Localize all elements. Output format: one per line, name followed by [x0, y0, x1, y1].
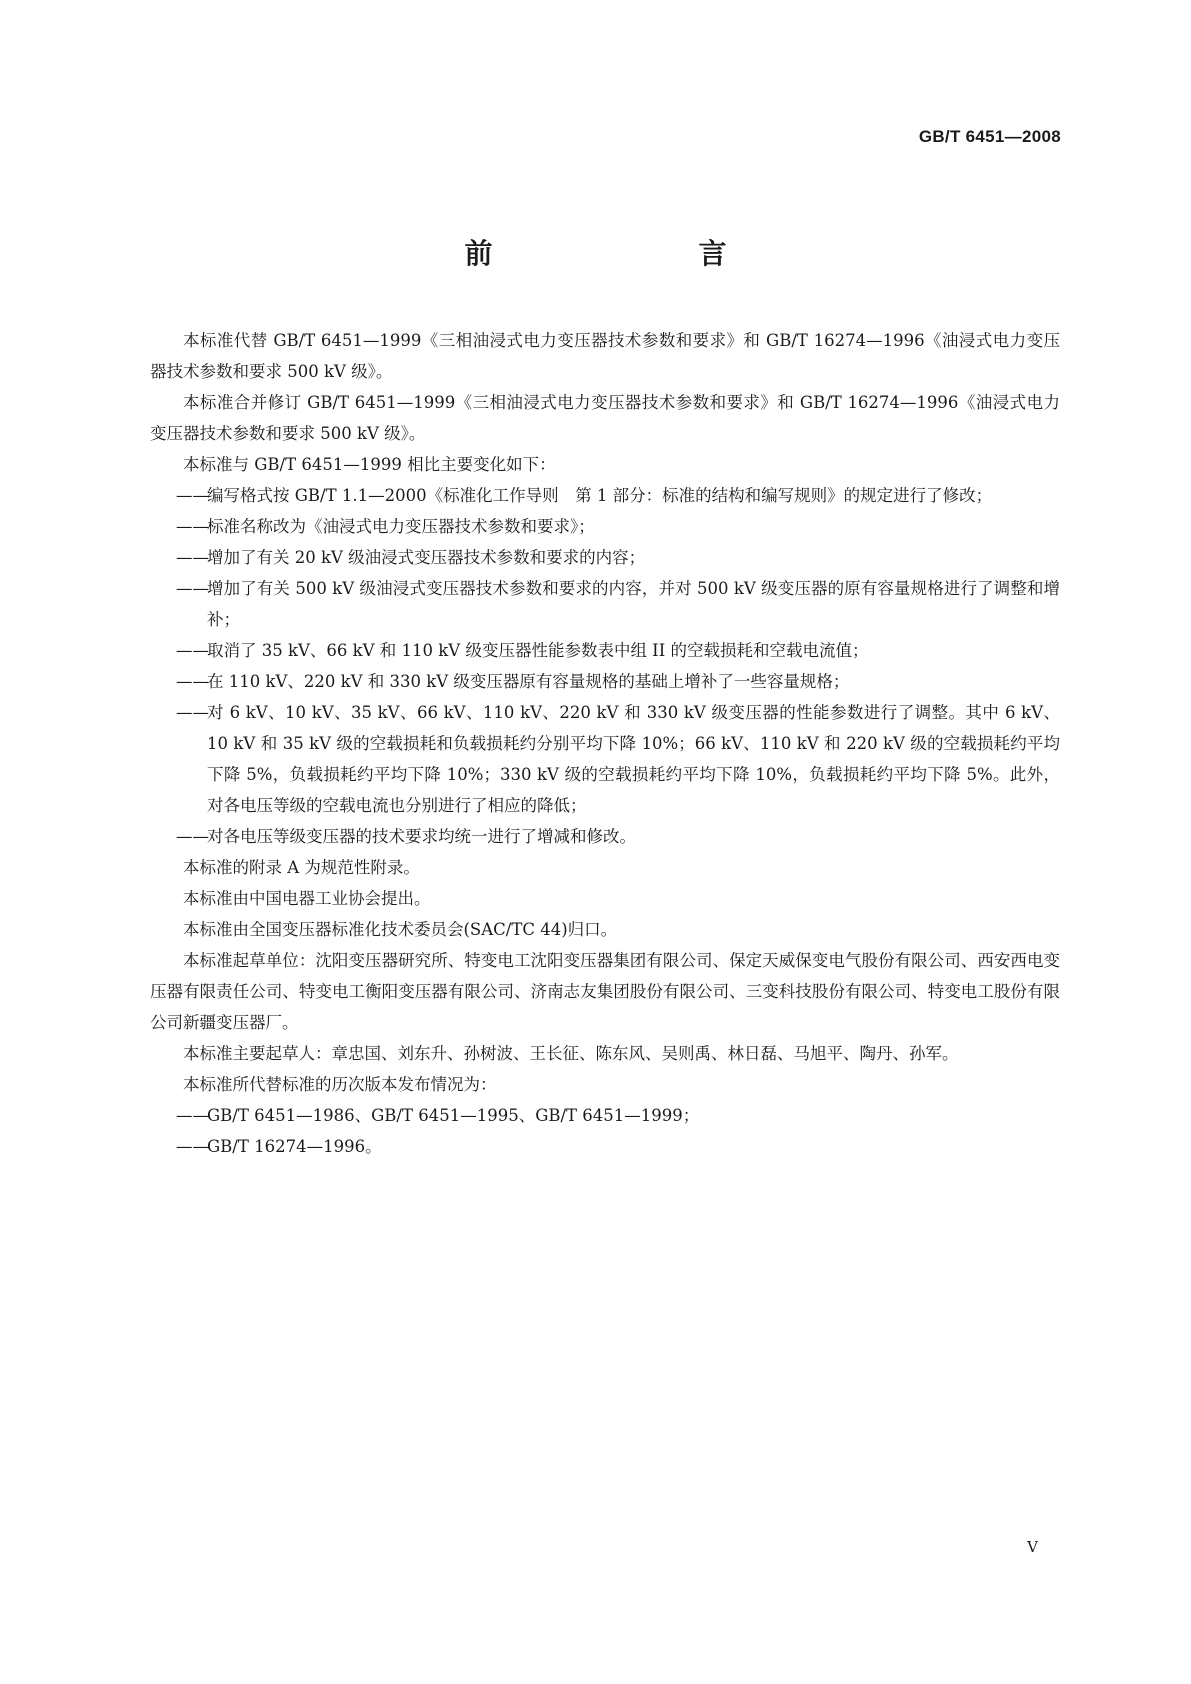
paragraph: 本标准主要起草人：章忠国、刘东升、孙树波、王长征、陈东风、吴则禹、林日磊、马旭平、陶丹、孙军。 [183, 1044, 959, 1063]
list-item [150, 542, 1060, 573]
list-item-text: 标准名称改为《油浸式电力变压器技术参数和要求》； [207, 517, 595, 536]
list-item [150, 511, 1060, 542]
page-title: 前 言 [464, 237, 777, 270]
list-item-text: 编写格式按 GB/T 1.1—2000《标准化工作导则 第 1 部分：标准的结构和编写规则》的规定进行了修改； [207, 486, 993, 505]
paragraph: 本标准代替 GB/T 6451—1999《三相油浸式电力变压器技术参数和要求》和 GB/T 16274—1996《油浸式电力变压器技术参数和要求 500 kV 级》。 [150, 331, 1060, 381]
dash-marker: —— [176, 1137, 209, 1156]
page-number: V [1027, 1538, 1038, 1556]
paragraph: 本标准起草单位：沈阳变压器研究所、特变电工沈阳变压器集团有限公司、保定天威保变电气股份有限公司、西安西电变压器有限责任公司、特变电工衡阳变压器有限公司、济南志友集团股份有限公司、三变科技股份有限公司、特变电工股份有限公司新疆变压器厂。 [150, 951, 1060, 1032]
dash-marker: —— [176, 486, 209, 505]
dash-marker: —— [176, 703, 209, 722]
list-item-text: 取消了 35 kV、66 kV 和 110 kV 级变压器性能参数表中组 II 的空载损耗和空载电流值； [207, 641, 869, 660]
list-item [150, 635, 1060, 666]
foreword-body [150, 325, 1060, 1162]
list-item [150, 821, 1060, 852]
dash-marker: —— [176, 1106, 209, 1125]
list-item-text: GB/T 6451—1986、GB/T 6451—1995、GB/T 6451—1999； [207, 1106, 700, 1125]
dash-marker: —— [176, 827, 209, 846]
paragraph: 本标准与 GB/T 6451—1999 相比主要变化如下： [183, 455, 556, 474]
standard-code: GB/T 6451—2008 [918, 127, 1061, 146]
dash-marker: —— [176, 548, 209, 567]
list-item [150, 666, 1060, 697]
dash-marker: —— [176, 517, 209, 536]
dash-marker: —— [176, 641, 209, 660]
dash-marker: —— [176, 672, 209, 691]
list-item-text: 增加了有关 20 kV 级油浸式变压器技术参数和要求的内容； [207, 548, 646, 567]
dash-marker: —— [176, 579, 209, 598]
list-item [150, 480, 1060, 511]
paragraph: 本标准的附录 A 为规范性附录。 [183, 858, 420, 877]
list-item [150, 1131, 1060, 1162]
list-item [150, 697, 1060, 821]
paragraph: 本标准由中国电器工业协会提出。 [183, 889, 431, 908]
list-item [150, 1100, 1060, 1131]
list-item [150, 573, 1060, 635]
paragraph: 本标准由全国变压器标准化技术委员会(SAC/TC 44)归口。 [183, 920, 618, 939]
list-item-text: 对各电压等级变压器的技术要求均统一进行了增减和修改。 [207, 827, 636, 846]
list-item-text: 在 110 kV、220 kV 和 330 kV 级变压器原有容量规格的基础上增补了一些容量规格； [207, 672, 850, 691]
list-item-text: 对 6 kV、10 kV、35 kV、66 kV、110 kV、220 kV 和 330 kV 级变压器的性能参数进行了调整。其中 6 kV、10 kV 和 35 kV 级的空载损耗和负载损耗约分别平均下降 10%；66 kV、110 kV 和 220 kV 级的空载损耗约平均下降 5%，负载损耗约平均下降 10%；330 kV 级的空载损耗约平均下降 10%，负载损耗约平均下降 5%。此外，对各电压等级的空载电流也分别进行了相应的降低； [207, 703, 1060, 815]
paragraph: 本标准合并修订 GB/T 6451—1999《三相油浸式电力变压器技术参数和要求》和 GB/T 16274—1996《油浸式电力变压器技术参数和要求 500 kV 级》。 [150, 393, 1060, 443]
list-item-text: GB/T 16274—1996。 [207, 1137, 382, 1156]
paragraph: 本标准所代替标准的历次版本发布情况为： [183, 1075, 497, 1094]
list-item-text: 增加了有关 500 kV 级油浸式变压器技术参数和要求的内容，并对 500 kV 级变压器的原有容量规格进行了调整和增补； [207, 579, 1060, 629]
